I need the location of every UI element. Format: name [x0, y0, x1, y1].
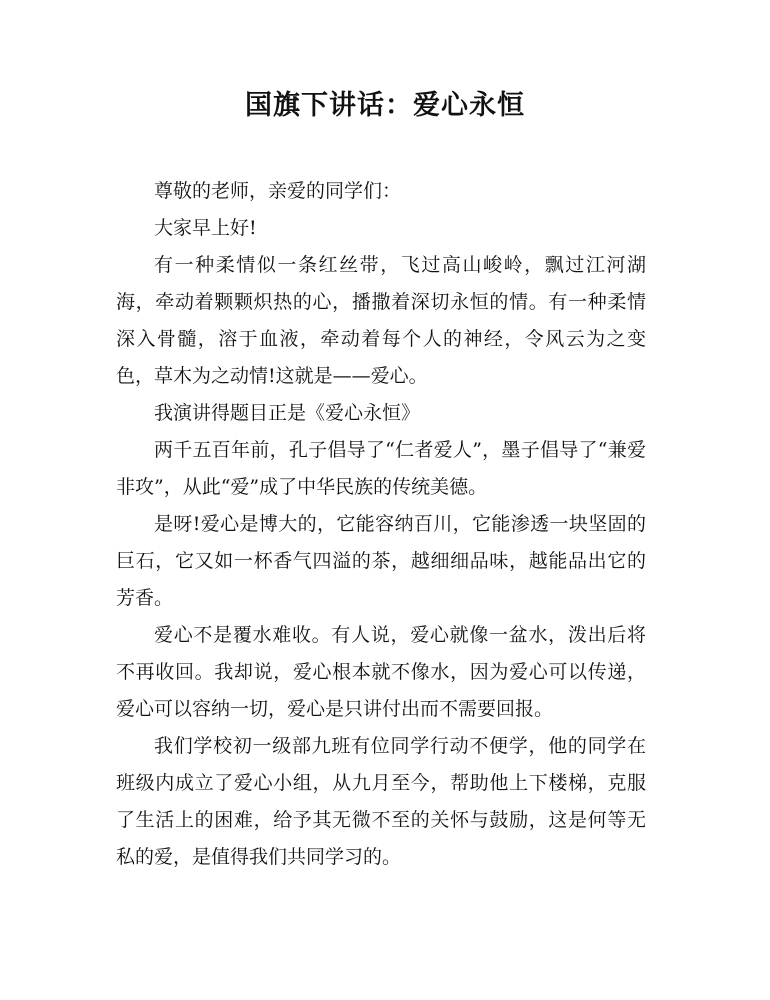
paragraph-broad-love: 是呀!爱心是博大的，它能容纳百川，它能渗透一块坚固的巨石，它又如一杯香气四溢的茶，越细细品味，越能品出它的芳香。	[116, 513, 646, 609]
paragraph-topic: 我演讲得题目正是《爱心永恒》	[154, 402, 421, 424]
paragraph-history: 两千五百年前，孔子倡导了“仁者爱人”，墨子倡导了“兼爱非攻”，从此“爱”成了中华民族的传统美德。	[116, 439, 646, 498]
paragraph-morning: 大家早上好!	[154, 217, 257, 239]
document-title: 国旗下讲话：爱心永恒	[245, 90, 525, 121]
document-body	[116, 173, 646, 876]
paragraph-school-story: 我们学校初一级部九班有位同学行动不便学，他的同学在班级内成立了爱心小组，从九月至今，帮助他上下楼梯，克服了生活上的困难，给予其无微不至的关怀与鼓励，这是何等无私的爱，是值得我们共同学习的。	[116, 735, 646, 868]
paragraph-greeting: 尊敬的老师，亲爱的同学们：	[154, 180, 402, 202]
paragraph-tenderness: 有一种柔情似一条红丝带，飞过高山峻岭，飘过江河湖海，牵动着颗颗炽热的心，播撒着深切永恒的情。有一种柔情深入骨髓，溶于血液，牵动着每个人的神经，令风云为之变色，草木为之动情!这就是——爱心。	[116, 254, 646, 387]
paragraph-water: 爱心不是覆水难收。有人说，爱心就像一盆水，泼出后将不再收回。我却说，爱心根本就不像水，因为爱心可以传递，爱心可以容纳一切，爱心是只讲付出而不需要回报。	[116, 624, 646, 720]
